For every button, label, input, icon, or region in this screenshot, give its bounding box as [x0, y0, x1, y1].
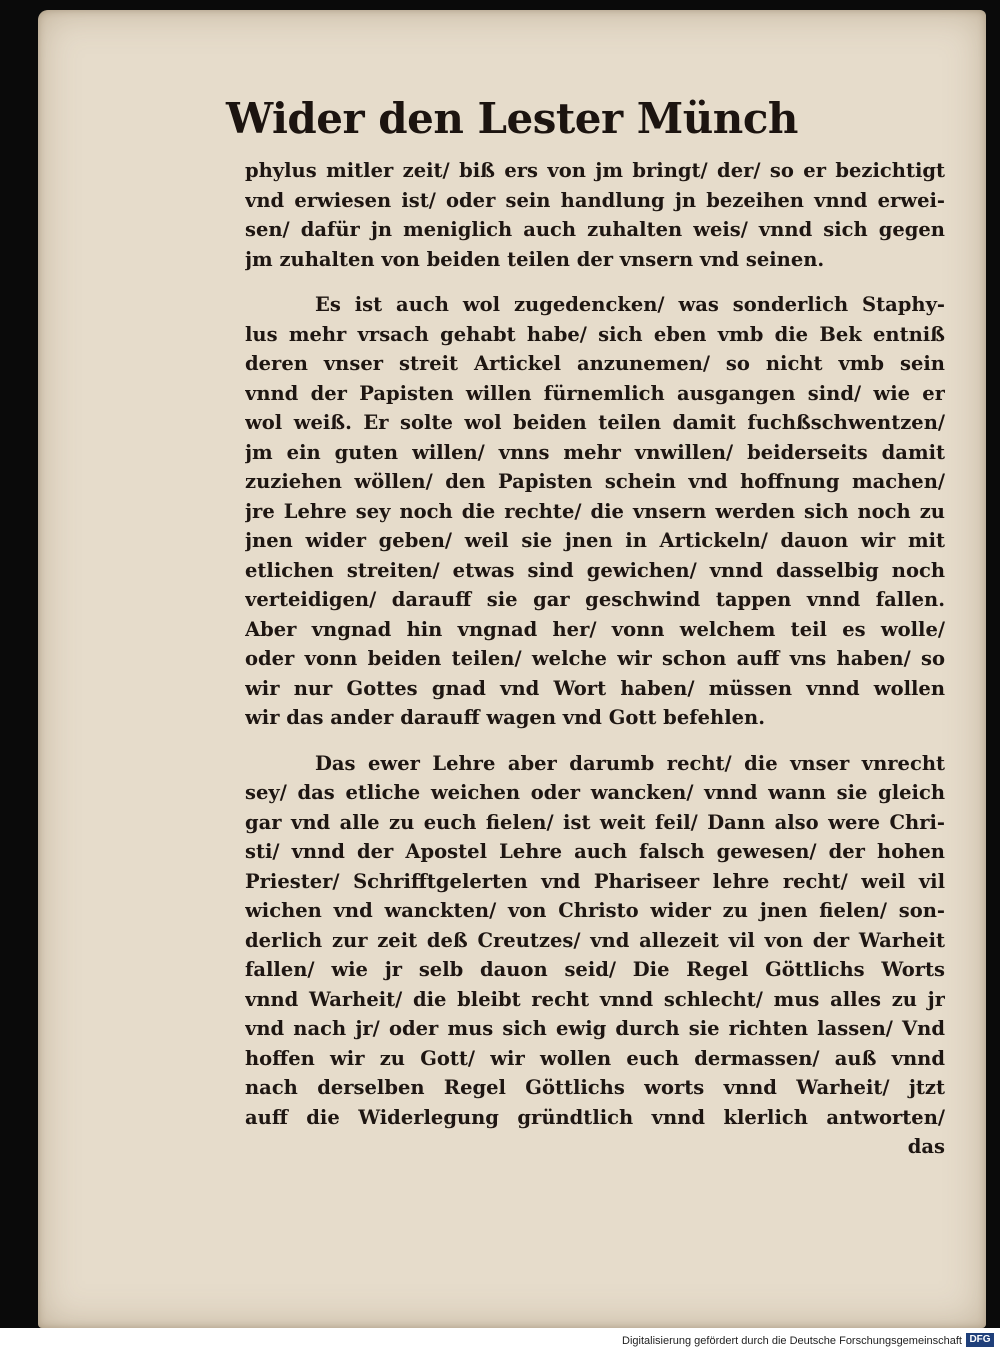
text-line: Es ist auch wol zugedencken/ was sonderlich Staphy-	[315, 293, 945, 316]
text-line: wir nur Gottes gnad vnd Wort haben/ müssen vnnd wollen	[245, 676, 945, 700]
text-line: verteidigen/ darauff sie gar geschwind tappen vnnd fallen.	[245, 588, 945, 611]
text-line: wol weiß. Er solte wol beiden teilen damit fuchßschwentzen/	[245, 411, 945, 434]
text-line: fallen/ wie jr selb dauon seid/ Die Regel Göttlichs Worts	[245, 958, 945, 981]
dfg-logo-icon: DFG	[966, 1333, 994, 1347]
text-line: Priester/ Schrifftgelerten vnd Phariseer lehre recht/ weil vil	[245, 869, 945, 893]
text-line: jm zuhalten von beiden teilen der vnsern vnd seinen.	[245, 247, 825, 271]
footer-bar	[0, 1328, 1000, 1350]
funding-credit: Digitalisierung gefördert durch die Deutsche Forschungsgemeinschaft	[622, 1335, 962, 1347]
text-line: hoffen wir zu Gott/ wir wollen euch dermassen/ auß vnnd	[245, 1046, 945, 1070]
text-line: lus mehr vrsach gehabt habe/ sich eben vmb die Bek entniß	[245, 322, 945, 346]
page-title: Wider den Lester Münch	[226, 94, 798, 143]
text-line: jre Lehre sey noch die rechte/ die vnsern werden sich noch zu	[245, 499, 945, 523]
catchword: das	[907, 1135, 945, 1158]
text-line: zuziehen wöllen/ den Papisten schein vnd hoffnung machen/	[245, 470, 945, 493]
text-line: deren vnser streit Artickel anzunemen/ so nicht vmb sein	[245, 352, 945, 375]
text-line: sey/ das etliche weichen oder wancken/ vnnd wann sie gleich	[245, 781, 945, 804]
paragraph-gap	[245, 274, 945, 290]
document-page	[38, 10, 986, 1328]
text-line: etlichen streiten/ etwas sind gewichen/ vnnd dasselbig noch	[245, 558, 945, 582]
text-line: derlich zur zeit deß Creutzes/ vnd allezeit vil von der Warheit	[245, 928, 945, 952]
text-line: wichen vnd wanckten/ von Christo wider zu jnen fielen/ son-	[245, 899, 945, 922]
text-line: jnen wider geben/ weil sie jnen in Artickeln/ dauon wir mit	[245, 529, 945, 552]
text-line: wir das ander darauff wagen vnd Gott befehlen.	[245, 706, 765, 729]
text-line: sti/ vnnd der Apostel Lehre auch falsch gewesen/ der hohen	[245, 840, 945, 863]
text-line: jm ein guten willen/ vnns mehr vnwillen/ beiderseits damit	[245, 440, 945, 464]
text-line: auff die Widerlegung gründtlich vnnd klerlich antworten/	[245, 1105, 945, 1129]
text-line: vnd nach jr/ oder mus sich ewig durch sie richten lassen/ Vnd	[245, 1017, 945, 1040]
text-line: Aber vngnad hin vngnad her/ vonn welchem teil es wolle/	[245, 617, 945, 641]
text-line: nach derselben Regel Göttlichs worts vnnd Warheit/ jtzt	[245, 1076, 945, 1099]
paragraph-gap	[245, 733, 945, 749]
text-line: vnd erwiesen ist/ oder sein handlung jn bezeihen vnnd erwei-	[245, 188, 945, 212]
text-line: phylus mitler zeit/ biß ers von jm bringt/ der/ so er bezichtigt	[245, 159, 945, 182]
text-line: Das ewer Lehre aber darumb recht/ die vnser vnrecht	[315, 751, 945, 775]
text-line: vnnd Warheit/ die bleibt recht vnnd schlecht/ mus alles zu jr	[245, 987, 945, 1011]
text-line: vnnd der Papisten willen fürnemlich ausgangen sind/ wie er	[245, 381, 945, 405]
body-text	[245, 156, 945, 1162]
text-line: gar vnd alle zu euch fielen/ ist weit feil/ Dann also were Chri-	[245, 810, 945, 834]
text-line: sen/ dafür jn meniglich auch zuhalten weis/ vnnd sich gegen	[245, 218, 945, 241]
text-line: oder vonn beiden teilen/ welche wir schon auff vns haben/ so	[245, 647, 945, 670]
